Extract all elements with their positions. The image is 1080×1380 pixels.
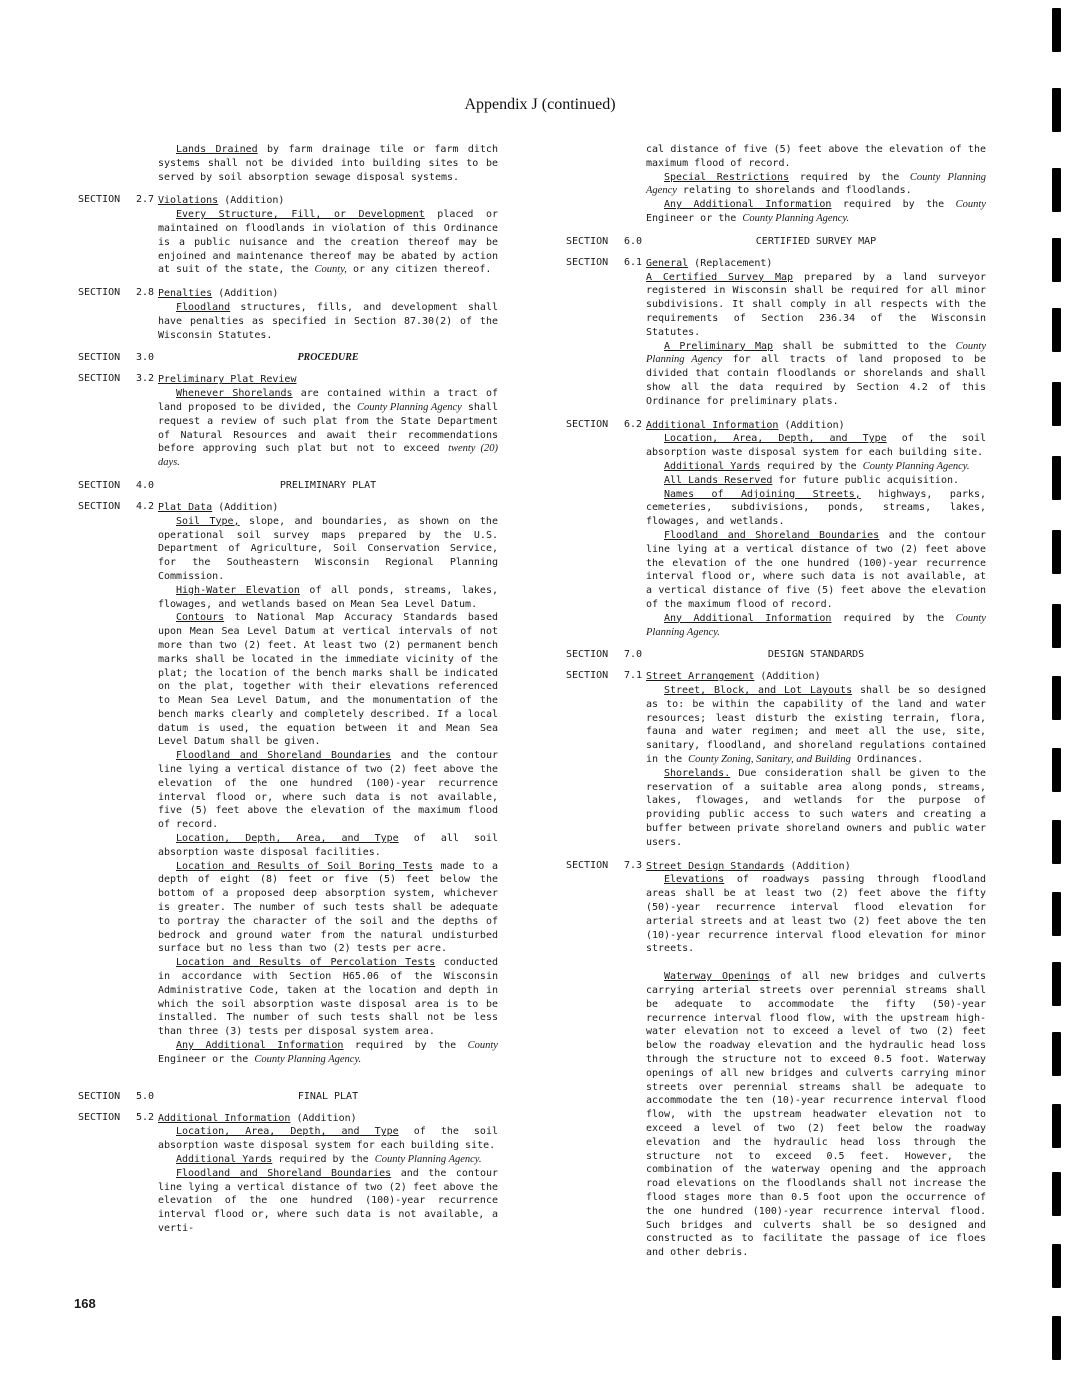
paragraph-text: required by the [760,460,863,472]
underlined-term: Location and Results of Percolation Tests [176,957,436,969]
underlined-term: Location and Results of Soil Boring Tests [176,860,433,872]
section-title-suffix: (Addition) [784,860,851,872]
section-title-text: Street Arrangement [646,671,755,683]
paragraph-text: cal distance of five (5) feet above the elevation of the maximum flood of record. [646,144,986,169]
section-label: SECTION [78,194,121,206]
underlined-term: A Preliminary Map [664,340,774,352]
paragraph [158,860,498,957]
italic-term: County Planning Agency. [742,212,850,224]
section-number: 7.1 [624,670,643,682]
section-label: SECTION [78,352,121,364]
italic-term: County Planning Agency. [646,612,986,638]
section-title [646,419,986,433]
paragraph [646,474,986,488]
underlined-term: Floodland and Shoreland Boundaries [664,529,880,541]
section-label: SECTION [566,418,609,430]
paragraph [158,387,498,470]
section-label: SECTION [566,235,609,247]
section-number: 2.8 [136,287,155,299]
paragraph-text: made to a depth of eight (8) feet or five (5) feet below the bottom of a proposed deep absorption system, whichever is greater. The number of such tests shall be adequate to portray the character of the soil and the depths of bedrock and ground water from the natural undisturbed surface but no less than two (2) tests per acre. [158,860,498,955]
section-3-2 [78,373,498,470]
underlined-term: Location, Area, Depth, and Type [664,433,887,445]
paragraph-text: of the soil absorption waste disposal system for each building site. [158,1126,498,1152]
edge-mark [1052,676,1061,720]
section-heading: FINAL PLAT [297,1090,359,1102]
section-body [646,860,986,957]
paragraph-text: shall be submitted to the [773,340,956,352]
paragraph [646,460,986,474]
edge-mark [1052,820,1061,864]
underlined-term: Any Additional Information [664,612,832,624]
edge-mark [1052,1316,1061,1360]
paragraph-text: shall be so designed as to: be within the capability of the land and water resources; least disturb the existing terrain, flora, fauna and water regimen; and meet all the use, site, sanitary, floodland, and shoreland regulations contained in the [646,685,986,766]
edge-index-marks [1052,0,1066,1380]
section-number: 6.1 [624,256,643,268]
section-label: SECTION [566,859,609,871]
underlined-term: Shorelands. [664,767,731,779]
section-number: 2.7 [136,194,155,206]
underlined-term: Location, Depth, Area, and Type [176,833,399,845]
paragraph [646,684,986,767]
paragraph-text: of the soil absorption waste disposal system for each building site. [646,433,986,459]
section-number: 7.3 [624,859,643,871]
section-title-text: Street Design Standards [646,860,785,872]
underlined-term: Lands Drained [176,144,258,155]
paragraph [158,956,498,1039]
right-column [566,143,986,1260]
paragraph-text: slope, and boundaries, as shown on the operational soil survey maps prepared by the U.S. Department of Agriculture, Soil Conservation Service, for the Southeastern Wisconsin Regional Planning Commission. [158,515,498,582]
paragraph [158,1153,498,1167]
section-label: SECTION [78,500,121,512]
paragraph [158,143,498,184]
section-title-suffix: (Addition) [754,671,821,683]
italic-term: County [467,1040,498,1052]
section-title-text: Penalties [158,288,213,300]
section-title-suffix: (Addition) [778,419,845,431]
section-number: 5.2 [136,1111,155,1123]
paragraph-text: of roadways passing through floodland areas shall be at least two (2) feet above the fifty (50)-year recurrence interval flood elevation for arterial streets and at least two (2) feet above the ten (10)-year recurrence interval flood elevation for minor streets. [646,874,986,955]
italic-term: County Planning Agency. [862,460,970,472]
paragraph-text: to National Map Accuracy Standards based upon Mean Sea Level Datum at vertical intervals of not more than two (2) feet. At least two (2) permanent bench marks shall be located in the immediate vicinity of the plat; the location of the bench marks shall be indicated on the plat, together with their elevations referenced to Mean Sea Level Datum, and the monumentation of the bench marks clearly and completely described. If a local datum is used, the equation between it and Mean Sea Level Datum shall be given. [158,612,498,748]
section-label: SECTION [566,649,609,661]
continued-block [566,143,986,226]
section-3-0 [78,352,498,363]
underlined-term: Location, Area, Depth, and Type [176,1126,399,1138]
italic-term: County [955,199,986,211]
section-heading: PROCEDURE [297,352,359,364]
paragraph-text: shall request a review of such plat from the State Department of Natural Resources and await their recommendations before approving such plat but not to exceed [158,401,498,455]
paragraph-text: relating to shorelands and floodlands. [676,185,912,197]
paragraph-text: conducted in accordance with Section H65.06 of the Wisconsin Administrative Code, taken at the location and depth in which the soil absorption waste disposal area is to be installed. The number of such tests shall not be less than three (3) tests per disposal system area. [158,957,498,1038]
paragraph [158,749,498,832]
edge-mark [1052,962,1061,1006]
section-title-text: Additional Information [158,1112,291,1124]
section-label: SECTION [78,1111,121,1123]
edge-mark [1052,604,1061,648]
section-title [158,1112,498,1126]
underlined-term: Additional Yards [176,1154,273,1165]
section-body [158,1112,498,1236]
paragraph-text: prepared by a land surveyor registered in Wisconsin shall be required for all minor subdivisions. It shall comply in all respects with the requirements of Section 236.34 of the Wisconsin Statutes. [646,271,987,338]
section-title-text: Violations [158,195,219,207]
section-title [158,194,498,208]
paragraph-text: of all soil absorption waste disposal facilities. [158,833,498,858]
paragraph [158,208,498,277]
paragraph-text: required by the [831,199,956,211]
paragraph [646,271,986,340]
paragraph-text: required by the [789,171,910,183]
section-number: 6.2 [624,418,643,430]
section-number: 7.0 [624,649,643,661]
section-title-text: General [646,257,689,269]
paragraph-text: of all ponds, streams, lakes, flowages, and wetlands based on Mean Sea Level Datum. [158,584,498,610]
section-title [646,257,986,271]
paragraph-text: placed or maintained on floodlands in violation of this Ordinance is a public nuisance and the creation thereof may be enjoined and maintenance thereof may be abated by action at suit of the state, the [158,209,498,276]
section-body [646,257,986,409]
paragraph [646,198,986,226]
section-body [158,501,498,1067]
section-2-7 [78,194,498,277]
intro-block [78,143,498,184]
edge-mark [1052,382,1061,426]
section-number: 4.2 [136,500,155,512]
paragraph-text: required by the [272,1154,375,1165]
section-6-2 [566,419,986,640]
section-label: SECTION [78,1090,121,1102]
section-label: SECTION [78,287,121,299]
section-body [646,419,986,640]
underlined-term: Floodland and Shoreland Boundaries [176,750,392,762]
left-column [78,143,498,1236]
italic-term: County Planning Agency [356,401,462,413]
section-title-suffix: (Addition) [218,195,285,207]
underlined-term: High-Water Elevation [176,584,300,596]
underlined-term: All Lands Reserved [664,474,773,486]
section-title [646,670,986,684]
edge-mark [1052,748,1061,792]
paragraph [646,432,986,460]
paragraph-text: Engineer or the [646,212,743,224]
paragraph [646,171,986,199]
section-5-0 [78,1091,498,1102]
edge-mark [1052,1244,1061,1288]
edge-mark [1052,1104,1061,1148]
section-title-text: Plat Data [158,501,213,513]
paragraph [646,970,986,1260]
paragraph [646,488,986,529]
paragraph [646,340,986,409]
section-number: 3.2 [136,373,155,385]
section-2-8 [78,287,498,342]
section-title-suffix: (Addition) [290,1112,357,1124]
section-label: SECTION [566,670,609,682]
underlined-term: Elevations [664,874,725,886]
section-heading: PRELIMINARY PLAT [279,479,377,491]
underlined-term: Any Additional Information [176,1040,344,1052]
paragraph [646,767,986,850]
page-title: Appendix J (continued) [464,96,616,113]
italic-term: County Planning Agency. [374,1154,482,1165]
underlined-term: Additional Yards [664,460,761,472]
paragraph [158,832,498,860]
section-number: 4.0 [136,479,155,491]
italic-term: County Planning Agency [646,340,986,366]
section-body [158,287,498,342]
edge-mark [1052,1172,1061,1216]
edge-mark [1052,1032,1061,1076]
paragraph-text: structures, fills, and development shall have penalties as specified in Section 87.30(2) of the Wisconsin Statutes. [158,301,498,341]
section-heading: CERTIFIED SURVEY MAP [755,235,877,247]
section-title-text: Additional Information [646,419,779,431]
italic-term: County Planning Agency. [254,1053,362,1065]
edge-mark [1052,88,1061,132]
paragraph-text: Due consideration shall be given to the reservation of a suitable area along ponds, streams, lakes, flowages, and wetlands for the purpose of providing public access to such waters and creating a buffer between private shoreland owners and public water users. [646,767,986,848]
edge-mark [1052,308,1061,352]
paragraph-text: and the contour line lying a vertical distance of two (2) feet above the elevation of the one hundred (100)-year recurrence interval flood or, where such data is not available, five (5) feet above the elevation of the maximum flood of record. [158,750,499,831]
section-title [158,373,498,387]
underlined-term: Special Restrictions [664,171,790,183]
underlined-term: Any Additional Information [664,199,832,211]
paragraph [646,529,986,612]
section-label: SECTION [78,373,121,385]
underlined-term: Floodland and Shoreland Boundaries [176,1167,392,1179]
underlined-term: Floodland [176,301,231,313]
paragraph-text: of all new bridges and culverts carrying arterial streets over perennial streams shall be adequate to accommodate the fifty (50)-year recurrence interval flood flow, with the upstream high-water elevation not to exceed a level of two (2) feet below the roadway elevation and the hydraulic head loss through the structure not to exceed 0.5 foot. Waterway openings of all new bridges and culverts carrying minor streets over perennial streams shall be adequate to accommodate the ten (10)-year recurrence interval flood flow, with the upstream headwater elevation not to exceed a level of two (2) feet below the roadway elevation and the hydraulic head loss through the structure not to exceed 0.5 feet. However, the combination of the waterway opening and the approach road elevations on the floodlands shall not increase the flood stages more than 0.5 foot upon the occurrence of the one hundred (100)-year recurrence interval flood. Such bridges and culverts shall be so designed and constructed as to facilitate the passage of ice floes and other debris. [646,971,987,1259]
underlined-term: Whenever Shorelands [176,388,293,400]
edge-mark [1052,168,1061,212]
underlined-term: Waterway Openings [664,971,771,983]
paragraph [158,1039,498,1067]
section-title-text: Preliminary Plat Review [158,374,297,386]
section-number: 6.0 [624,235,643,247]
section-body [646,670,986,849]
paragraph-text: by farm drainage tile or farm ditch systems shall not be divided into building sites to be served by soil absorption sewage disposal systems. [158,144,498,183]
paragraph [158,515,498,584]
paragraph-text: highways, parks, cemeteries, subdivisions, ponds, streams, lakes, flowages, and wetlands. [646,488,986,528]
section-5-2 [78,1112,498,1236]
section-label: SECTION [78,479,121,491]
paragraph-text: or any citizen thereof. [346,264,492,276]
paragraph-text: for future public acquisition. [772,474,960,486]
section-4-2 [78,501,498,1067]
paragraph [158,1125,498,1153]
section-title [646,860,986,874]
section-number: 5.0 [136,1090,155,1102]
edge-mark [1052,530,1061,574]
section-heading: DESIGN STANDARDS [767,649,865,661]
section-title [158,501,498,515]
edge-mark [1052,238,1061,282]
paragraph [646,612,986,640]
edge-mark [1052,8,1061,52]
section-title-suffix: (Replacement) [688,257,773,269]
underlined-term: Soil Type, [176,515,240,527]
section-body [158,194,498,277]
edge-mark [1052,456,1061,500]
paragraph [158,611,498,749]
italic-term: County Zoning, Sanitary, and Building [688,754,851,766]
section-title-suffix: (Addition) [212,501,279,513]
underlined-term: Street, Block, and Lot Layouts [664,685,853,697]
italic-term: County, [314,264,347,276]
section-label: SECTION [566,256,609,268]
edge-mark [1052,892,1061,936]
paragraph-text: are contained within a tract of land proposed to be divided, the [158,388,499,413]
paragraph [158,1167,498,1236]
section-7-3 [566,860,986,957]
paragraph [158,584,498,612]
section-4-0 [78,480,498,491]
paragraph-text: and the contour line lying at a vertical distance of two (2) feet above the elevation of the one hundred (100)-year recurrence interval flood or, where such data is not available, at a vertical distance of five (5) feet above the elevation of the maximum flood of record. [646,529,987,610]
section-number: 3.0 [136,352,155,364]
paragraph-text: required by the [831,612,956,624]
paragraph-text: required by the [343,1040,468,1052]
section-6-0 [566,236,986,247]
waterway-openings-block [566,970,986,1260]
underlined-term: A Certified Survey Map [646,271,794,283]
section-6-1 [566,257,986,409]
italic-term: County Planning Agency [646,171,986,197]
section-title [158,287,498,301]
section-7-0 [566,649,986,660]
underlined-term: Contours [176,612,225,624]
underlined-term: Every Structure, Fill, or Development [176,209,425,221]
paragraph-text: for all tracts of land proposed to be divided that contain floodlands or shorelands and shall show all the data required by Section 4.2 of this Ordinance for preliminary plats. [646,354,986,407]
paragraph-text: Engineer or the [158,1053,255,1065]
paragraph-text: Ordinances. [850,754,924,766]
paragraph [646,873,986,956]
page-number: 168 [74,1296,96,1311]
underlined-term: Names of Adjoining Streets, [664,488,861,500]
section-body [158,373,498,470]
italic-term: twenty (20) days. [158,443,498,469]
section-7-1 [566,670,986,849]
paragraph [646,143,986,171]
section-title-suffix: (Addition) [212,288,279,300]
paragraph [158,301,498,342]
paragraph-text: and the contour line lying a vertical distance of two (2) feet above the elevation of the one hundred (100)-year recurrence interval flood or, where such data is not available, a verti- [158,1167,499,1234]
